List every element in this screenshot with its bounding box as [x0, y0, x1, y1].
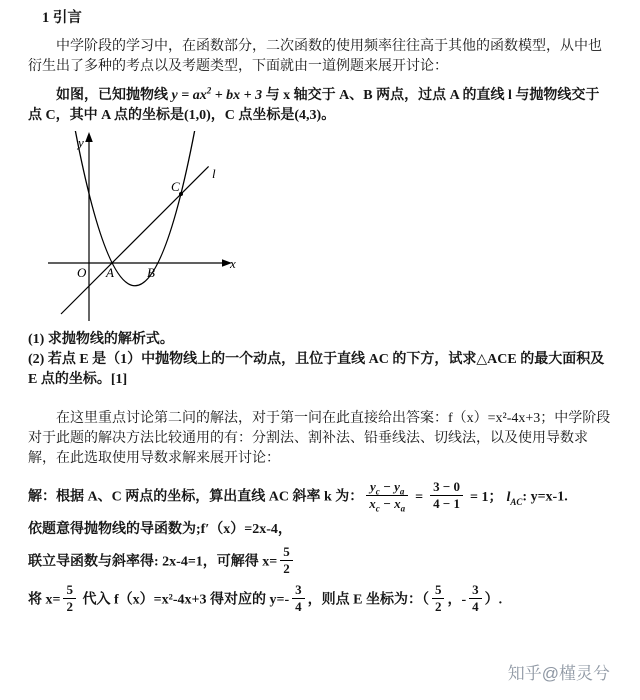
- line-ac-equation: $l_{AC}$: [506, 489, 523, 507]
- origin-label: O: [77, 265, 87, 280]
- fraction-denominator: 4: [295, 599, 302, 614]
- solution-solve-x-line: [28, 544, 612, 578]
- point-a-label: A: [106, 265, 114, 280]
- intro-paragraph: 中学阶段的学习中，在函数部分，二次函数的使用频率往往高于其他的函数模型，从中也衍生出了多种的考点以及考题类型，下面就由一道例题来展开讨论：: [28, 39, 602, 74]
- line-l-label: l: [212, 166, 216, 181]
- problem-text-pre: 如图，已知抛物线: [56, 88, 172, 103]
- fraction-numerator: 5: [63, 583, 76, 599]
- question-2: (2) 若点 E 是（1）中抛物线上的一个动点，且位于直线 AC 的下方，试求△ACE 的最大面积及 E 点的坐标。[1]: [28, 352, 605, 387]
- problem-statement: [28, 86, 612, 126]
- point-c-label: C: [171, 179, 180, 194]
- fraction-numerator: 3 − 0: [430, 480, 463, 496]
- slope-label: 解：根据 A、C 两点的坐标，算出直线 AC 斜率 k 为：: [28, 489, 364, 505]
- fraction-denominator: $x_c - x_a$: [369, 496, 406, 514]
- x-axis-label: x: [230, 256, 236, 271]
- fraction-numerator: 5: [280, 545, 293, 561]
- fraction-3-4: [469, 583, 482, 614]
- fraction-5-2: [432, 583, 445, 614]
- substitute-pre: 将 x=: [28, 592, 61, 608]
- formula-part: + bx + 3: [211, 88, 263, 103]
- fraction-denominator: 2: [283, 561, 290, 576]
- fraction-5-2: [63, 583, 76, 614]
- point-b-label: B: [147, 265, 155, 280]
- fraction-numerator: $y_c - y_a$: [366, 480, 408, 496]
- fraction-denominator: 2: [434, 599, 442, 614]
- fraction-5-2: [280, 545, 293, 576]
- fraction-denominator: 2: [66, 599, 73, 614]
- formula-part: y = ax: [171, 88, 207, 103]
- parabola-line-graph: [34, 131, 246, 327]
- line-ac-rest: : y=x-1.: [522, 489, 568, 505]
- fraction-denominator: 4 − 1: [433, 496, 461, 511]
- solve-x-text: 联立导函数与斜率得: 2x-4=1，可解得 x=: [28, 554, 278, 570]
- fraction-numerator: 5: [432, 583, 445, 599]
- slope-fraction-numeric: [430, 480, 463, 511]
- y-axis-arrow-icon: [85, 132, 93, 142]
- line-l: [61, 166, 209, 314]
- fraction-3-4: [292, 583, 305, 614]
- slope-fraction-symbolic: [366, 479, 408, 514]
- coordinate-comma: ，-: [447, 592, 467, 608]
- problem-text-post: 与 x 轴交于 A、B 两点，过点 A 的直线 l 与抛物线交于点 C，其中 A 点的坐标是(1,0)，C 点坐标是(4,3)。: [28, 88, 600, 123]
- coordinate-close: ）.: [484, 592, 503, 608]
- zhihu-watermark: 知乎@槿灵兮: [507, 664, 610, 683]
- solution-substitute-line: [28, 582, 612, 616]
- equals-sign: =: [415, 489, 424, 505]
- formula-exponent: 2: [206, 85, 212, 96]
- graph-figure: [34, 131, 246, 327]
- parabola-formula: [171, 85, 263, 103]
- substitute-mid2: ，则点 E 坐标为：（: [307, 592, 429, 608]
- question-1: (1) 求抛物线的解析式。: [28, 332, 174, 347]
- section-title: 1 引言: [42, 10, 82, 26]
- fraction-numerator: 3: [469, 583, 482, 599]
- discussion-paragraph: 在这里重点讨论第二问的解法，对于第一问在此直接给出答案：f（x）=x²-4x+3；中学阶段对于此题的解决方法比较通用的有：分割法、割补法、铅垂线法、切线法，以及使用导数求解，在此选取使用导数求解来展开讨论：: [28, 411, 611, 466]
- equals-result: = 1；: [470, 489, 503, 505]
- substitute-mid: 代入 f（x）=x²-4x+3 得对应的 y=-: [78, 592, 290, 608]
- y-axis-label: y: [78, 135, 84, 150]
- solution-slope-line: [28, 479, 612, 514]
- fraction-denominator: 4: [472, 599, 479, 614]
- solution-derivative-line: 依题意得抛物线的导函数为;f′（x）=2x-4，: [28, 522, 292, 537]
- fraction-numerator: 3: [292, 583, 305, 599]
